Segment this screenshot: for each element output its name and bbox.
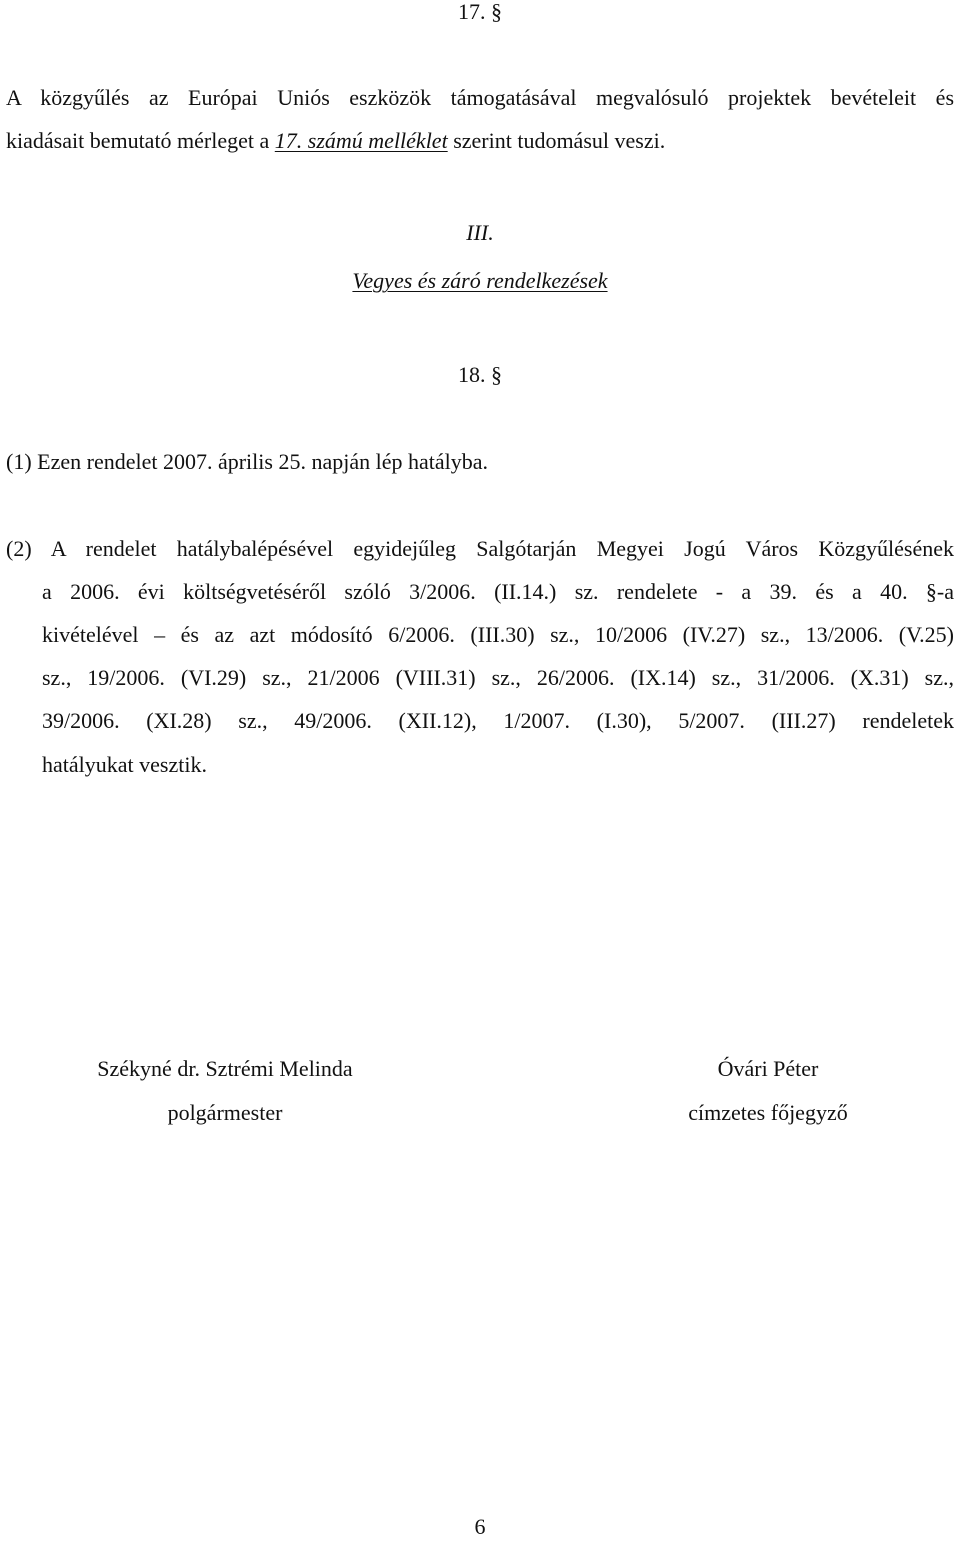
annex-17-reference: 17. számú melléklet — [274, 128, 448, 153]
para-17-line-2-suffix: szerint tudomásul veszi. — [447, 128, 666, 153]
signature-right-title: címzetes főjegyző — [688, 1100, 848, 1125]
para-17-line-2-prefix: kiadásait bemutató mérleget a — [6, 128, 275, 153]
signature-left-title: polgármester — [167, 1100, 283, 1125]
page-number: 6 — [474, 1514, 486, 1539]
section-18-para-2-line-4: sz., 19/2006. (VI.29) sz., 21/2006 (VIII.31) sz., 26/2006. (IX.14) sz., 31/2006. (X.31) sz., — [42, 665, 954, 690]
section-18-para-1: (1) Ezen rendelet 2007. április 25. napján lép hatályba. — [6, 449, 488, 474]
section-18-heading: 18. § — [458, 362, 502, 387]
para-17-line-2 — [6, 127, 665, 155]
signature-left-name: Székyné dr. Sztrémi Melinda — [97, 1056, 353, 1081]
chapter-number: III. — [466, 220, 494, 245]
section-18-para-2-line-5: 39/2006. (XI.28) sz., 49/2006. (XII.12), 1/2007. (I.30), 5/2007. (III.27) rendeletek — [42, 708, 954, 733]
section-18-para-2-line-3: kivételével – és az azt módosító 6/2006. (III.30) sz., 10/2006 (IV.27) sz., 13/2006. (V.25) — [42, 622, 954, 647]
section-18-para-2-line-6: hatályukat vesztik. — [42, 752, 207, 777]
chapter-title-text: Vegyes és záró rendelkezések — [352, 268, 608, 293]
chapter-title — [0, 267, 960, 295]
signature-right-name: Óvári Péter — [717, 1056, 819, 1081]
section-18-para-2-line-2: a 2006. évi költségvetéséről szóló 3/2006. (II.14.) sz. rendelete - a 39. és a 40. §-a — [42, 579, 954, 604]
para-17-line-1: A közgyűlés az Európai Uniós eszközök támogatásával megvalósuló projektek bevételeit és — [6, 85, 954, 110]
section-18-para-2-line-1: (2) A rendelet hatálybalépésével egyidejűleg Salgótarján Megyei Jogú Város Közgyűlésének — [6, 536, 954, 561]
section-17-heading: 17. § — [458, 0, 502, 24]
